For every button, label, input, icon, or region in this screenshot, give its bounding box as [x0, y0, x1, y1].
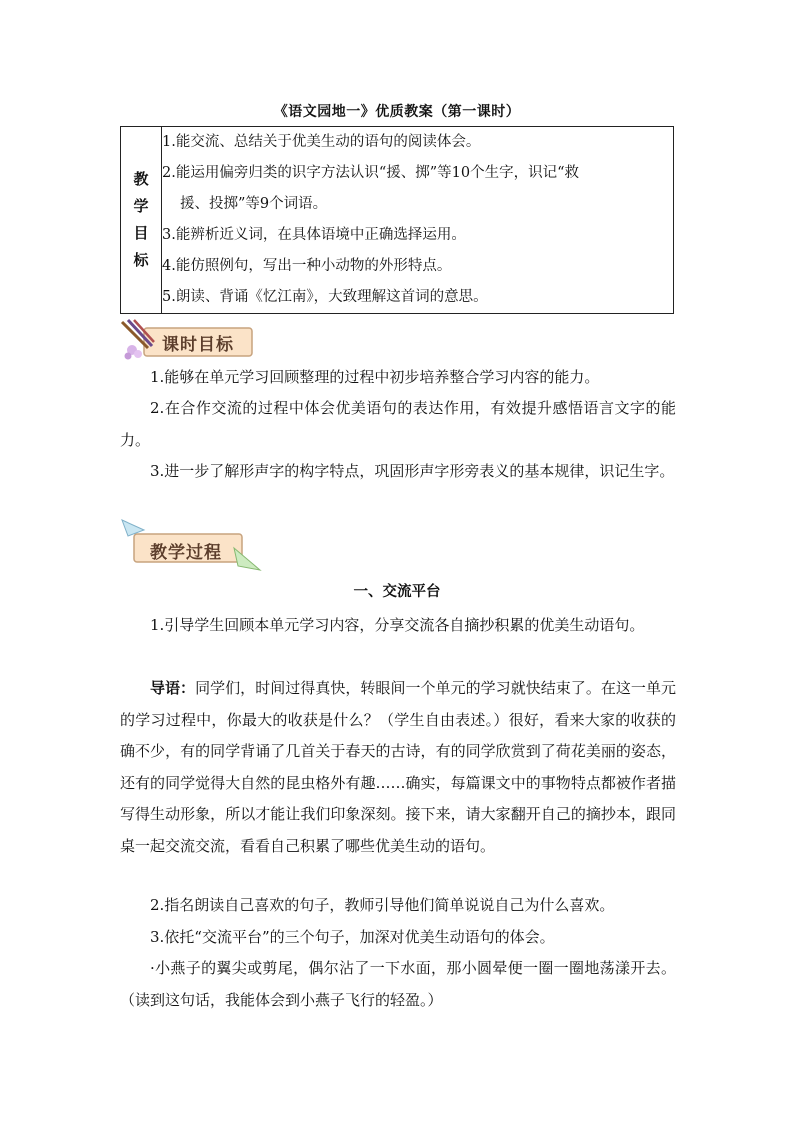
- process-paragraph: 1.引导学生回顾本单元学习内容，分享交流各自摘抄积累的优美生动语句。: [150, 616, 645, 634]
- process-paragraph: 3.依托“交流平台”的三个句子，加深对优美生动语句的体会。: [150, 928, 555, 946]
- lesson-goal-item: 3.进一步了解形声字的构字特点，巩固形声字形旁表义的基本规律，识记生字。: [150, 462, 675, 480]
- teaching-goals-table: [120, 126, 674, 314]
- section-heading: 一、交流平台: [353, 583, 441, 600]
- page-title: 《语文园地一》优质教案（第一课时）: [273, 104, 521, 120]
- guide-paragraph: [120, 673, 676, 862]
- teaching-goals-list: [162, 127, 674, 314]
- teaching-goal-item: 5.朗读、背诵《忆江南》，大致理解这首词的意思。: [162, 289, 488, 305]
- teaching-goal-item: 4.能仿照例句，写出一种小动物的外形特点。: [162, 258, 452, 274]
- teaching-goal-item: 1.能交流、总结关于优美生动的语句的阅读体会。: [162, 134, 481, 150]
- lesson-goal-item: 1.能够在单元学习回顾整理的过程中初步培养整合学习内容的能力。: [150, 368, 600, 386]
- lesson-goals-banner-label: 课时目标: [162, 335, 234, 355]
- lesson-goal-item: 2.在合作交流的过程中体会优美语句的表达作用，有效提升感悟语言文字的能力。: [120, 399, 676, 449]
- process-banner-label: 教学过程: [150, 543, 222, 563]
- teaching-goal-item: 2.能运用偏旁归类的识字方法认识“援、掷”等10个生字，识记“救 援、投掷”等9个词语。: [162, 165, 580, 212]
- teaching-goals-label: 教学目标: [133, 170, 149, 269]
- example-sentence: ·小燕子的翼尖或剪尾，偶尔沾了一下水面，那小圆晕便一圈一圈地荡漾开去。（读到这句话，我能体会到小燕子飞行的轻盈。）: [120, 959, 676, 1009]
- teaching-goal-item: 3.能辨析近义词，在具体语境中正确选择运用。: [162, 227, 466, 243]
- guide-label: 导语：: [150, 679, 196, 697]
- process-paragraph: 2.指名朗读自己喜欢的句子，教师引导他们简单说说自己为什么喜欢。: [150, 896, 615, 914]
- teaching-goals-label-cell: [121, 127, 162, 314]
- process-banner: [118, 518, 263, 574]
- lesson-goals-banner: [118, 318, 258, 362]
- guide-text: 同学们，时间过得真快，转眼间一个单元的学习就快结束了。在这一单元的学习过程中，你最大的收获是什么？（学生自由表述。）很好，看来大家的收获的确不少，有的同学背诵了几首关于春天的古诗，有的同学欣赏到了荷花美丽的姿态，还有的同学觉得大自然的昆虫格外有趣……确实，每篇课文中的事物特点都被作者描写得生动形象，所以才能让我们印象深刻。接下来，请大家翻开自己的摘抄本，跟同桌一起交流交流，看看自己积累了哪些优美生动的语句。: [120, 679, 676, 855]
